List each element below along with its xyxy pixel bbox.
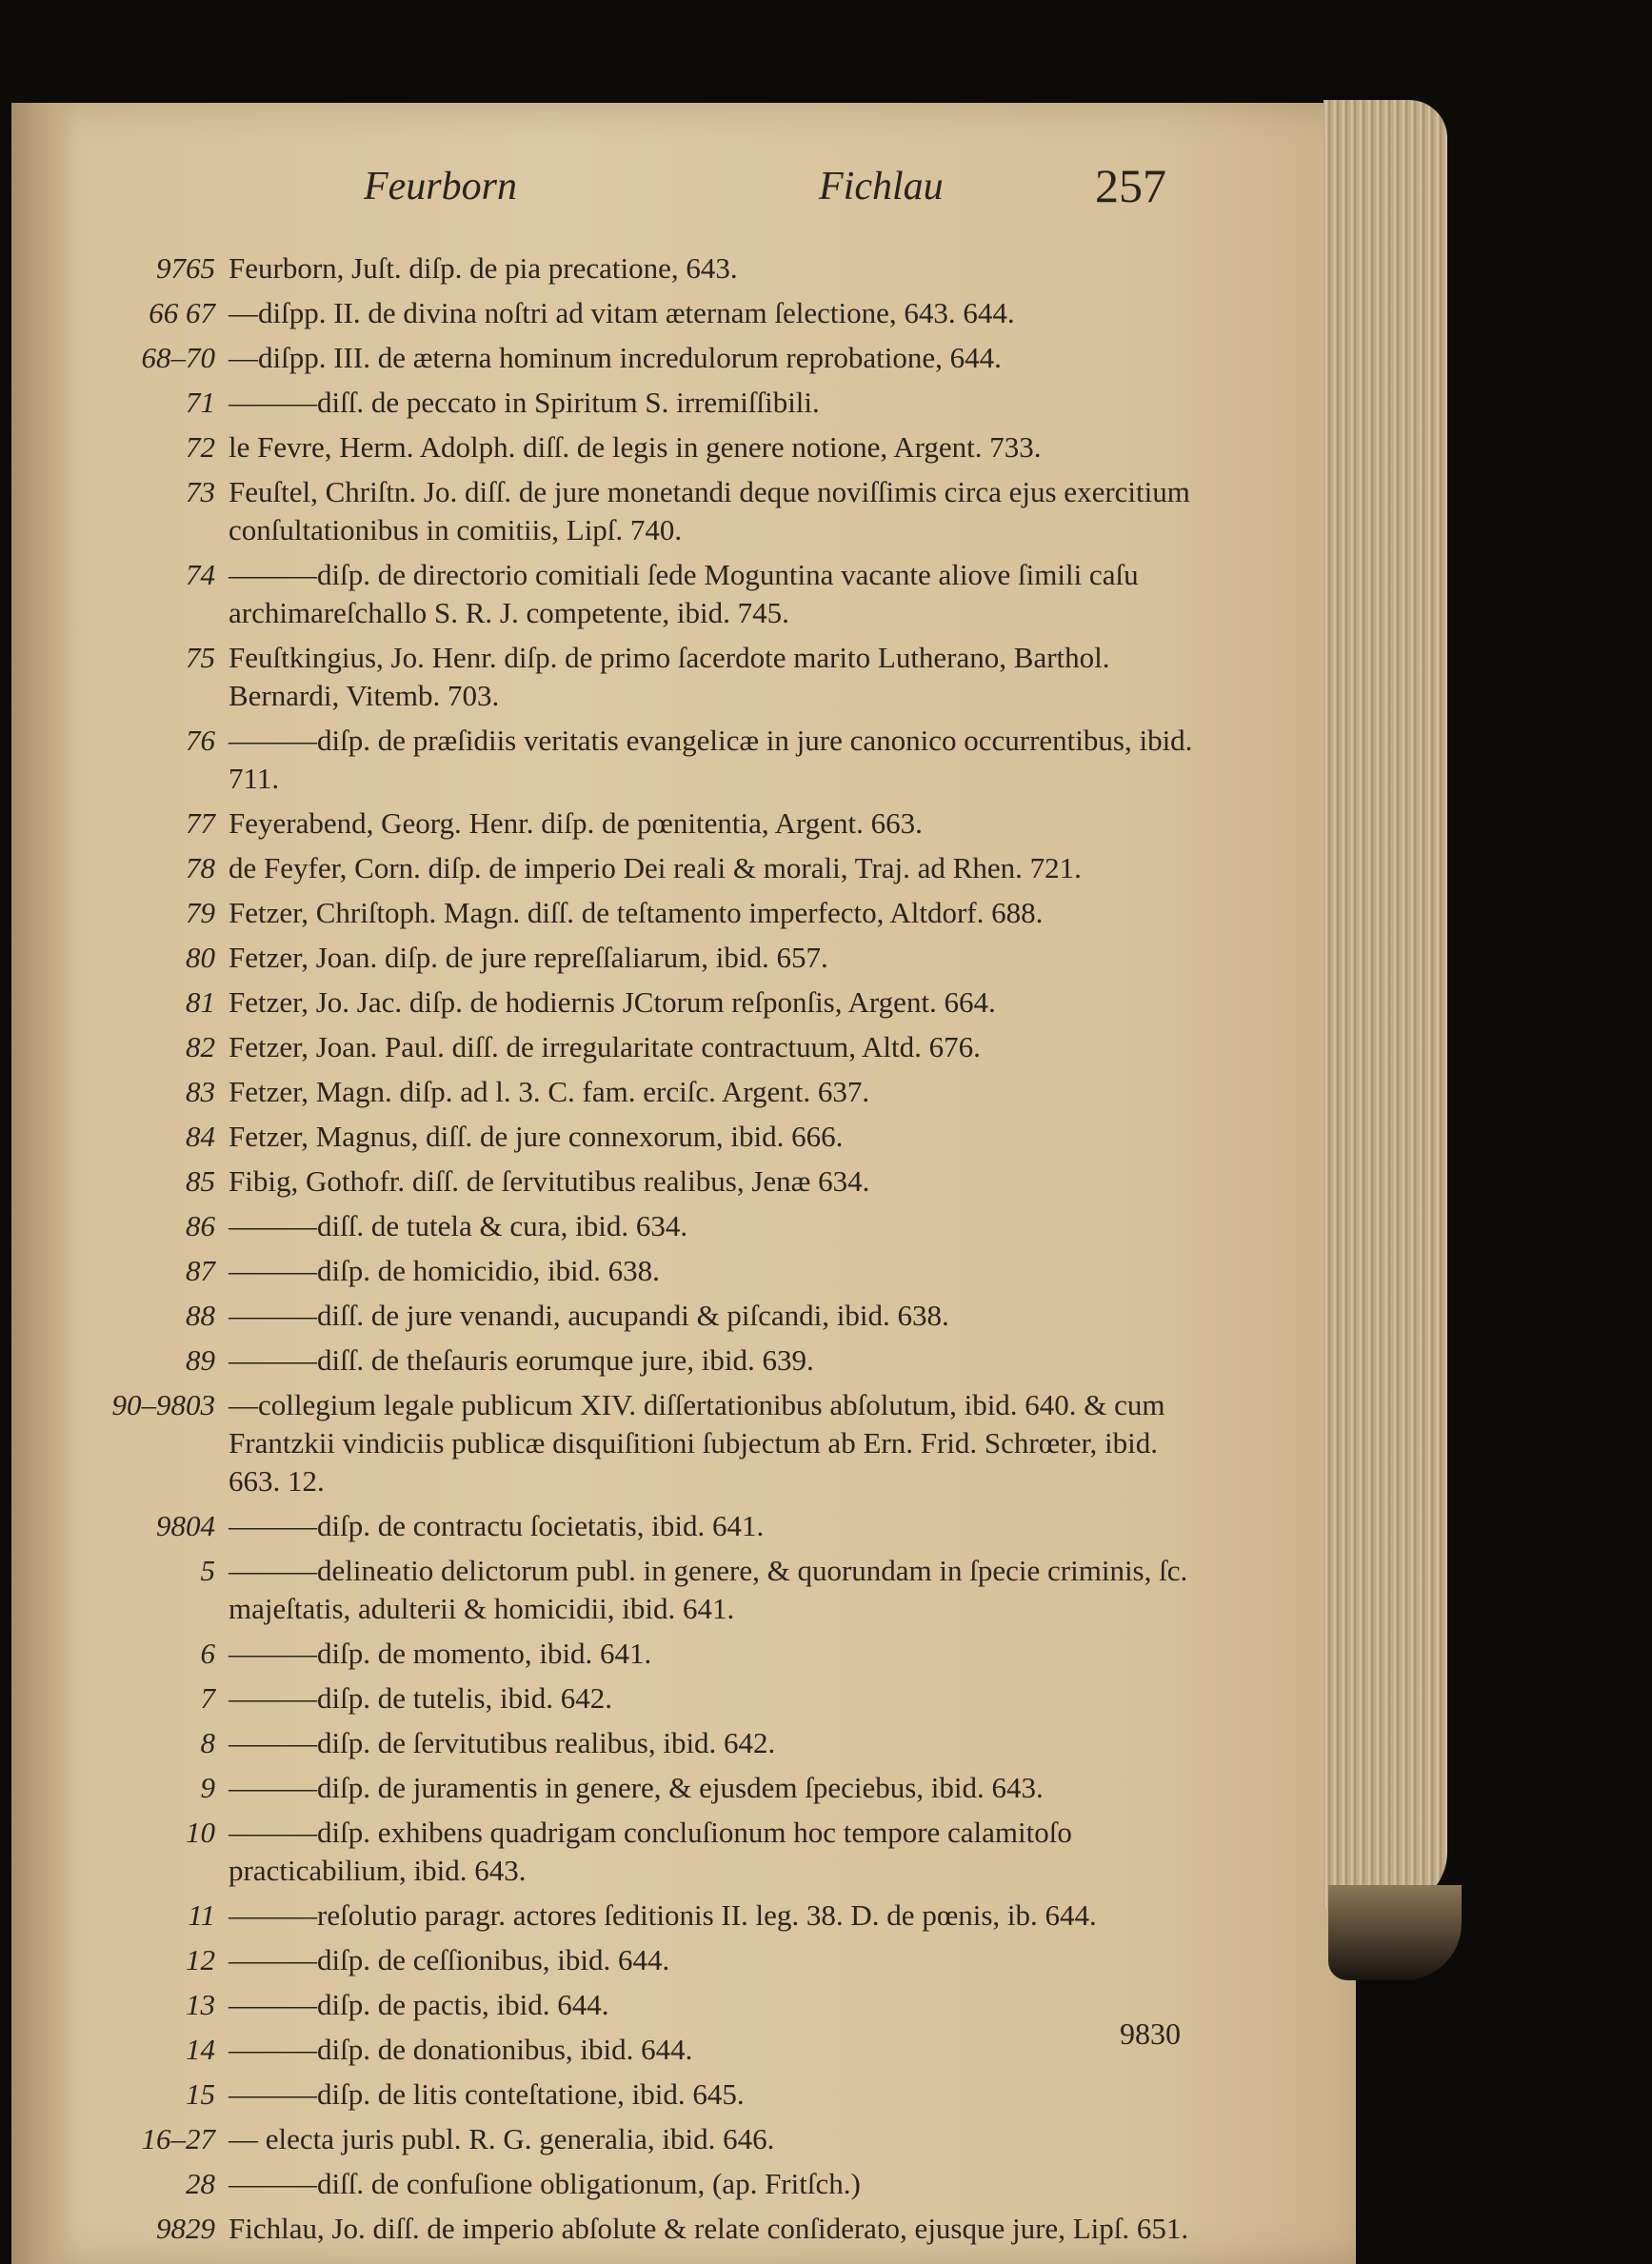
entry-row [0,1679,1333,1718]
entry-number: 11 [188,1898,215,1932]
entry-number: 15 [186,2077,215,2111]
entry-row [0,1028,1333,1066]
entry-number: 71 [186,386,215,419]
entry-text: ———delineatio delictorum publ. in genere, & quorundam in ſpecie criminis, ſc. majeſtatis, adulterii & homicidii, ibid. 641. [229,1554,1188,1625]
entry-number: 12 [186,1943,215,1976]
entry-row [0,249,1333,288]
page-number: 257 [1095,159,1166,212]
entry-text: ———diſſ. de jure venandi, aucupandi & piſcandi, ibid. 638. [229,1299,949,1332]
entry-number: 16–27 [141,2122,215,2155]
entry-number: 90–9803 [111,1388,215,1421]
entry-row [0,849,1333,887]
entry-row [0,722,1333,798]
entry-number: 72 [186,430,215,464]
running-head-center: Fichlau [819,165,944,209]
entry-row [0,2120,1333,2158]
entry-number: 68–70 [141,341,215,374]
entry-row [0,1814,1333,1890]
entry-number: 84 [186,1120,215,1153]
entry-text: ———diſp. de ſervitutibus realibus, ibid. 642. [229,1726,776,1759]
entry-number: 13 [186,1988,215,2021]
entry-row [0,1897,1333,1935]
entry-row [0,1386,1333,1500]
entry-text: Feuſtel, Chriſtn. Jo. diſſ. de jure monetandi deque noviſſimis circa ejus exercitium conſultationibus in comitiis, Lipſ. 740. [229,475,1190,546]
entry-text: ———diſp. de ceſſionibus, ibid. 644. [229,1943,670,1976]
entry-number: 88 [186,1299,215,1332]
entry-number: 89 [186,1343,215,1377]
entry-number: 87 [186,1254,215,1287]
entry-text: ———diſp. de directorio comitiali ſede Moguntina vacante aliove ſimili caſu archimareſchallo S. R. J. competente, ibid. 745. [229,558,1139,629]
entry-row [0,1073,1333,1111]
entry-number: 6 [200,1637,215,1670]
entry-text: ———diſp. de pactis, ibid. 644. [229,1988,609,2021]
entry-row [0,1941,1333,1979]
entry-text: ———diſſ. de confuſione obligationum, (ap. Fritſch.) [229,2167,861,2200]
entry-row [0,983,1333,1022]
entry-text: Fetzer, Joan. Paul. diſſ. de irregularitate contractuum, Altd. 676. [229,1030,981,1063]
entry-text: Feurborn, Juſt. diſp. de pia precatione, 643. [229,251,738,285]
entry-text: Fetzer, Chriſtoph. Magn. diſſ. de teſtamento imperfecto, Altdorf. 688. [229,896,1044,929]
entry-row [0,1635,1333,1673]
entry-number: 9804 [156,1509,215,1542]
entry-number: 76 [186,724,215,757]
entry-number: 78 [186,851,215,884]
entry-number: 82 [186,1030,215,1063]
running-header [0,159,1333,221]
entry-text: ———diſſ. de theſauris eorumque jure, ibid. 639. [229,1343,814,1377]
entry-row [0,939,1333,977]
entry-text: ———reſolutio paragr. actores ſeditionis II. leg. 38. D. de pœnis, ib. 644. [229,1898,1097,1932]
entry-row [0,1341,1333,1380]
catchword: 9830 [1120,2016,1181,2051]
entry-number: 7 [200,1681,215,1715]
entry-text: ———diſp. de donationibus, ibid. 644. [229,2033,693,2066]
entry-row [0,1162,1333,1201]
entry-number: 80 [186,941,215,974]
entry-number: 9829 [156,2212,215,2245]
entry-text: Feyerabend, Georg. Henr. diſp. de pœnitentia, Argent. 663. [229,806,923,840]
entry-number: 5 [200,1554,215,1587]
entry-row [0,1252,1333,1290]
entry-text: ———diſp. exhibens quadrigam concluſionum hoc tempore calamitoſo practicabilium, ibid. 643. [229,1816,1072,1887]
entry-row [0,2075,1333,2114]
entry-number: 75 [186,641,215,674]
entry-number: 86 [186,1209,215,1242]
entry-text: — electa juris publ. R. G. generalia, ibid. 646. [229,2122,775,2155]
entry-row [0,804,1333,843]
entry-text: Fetzer, Joan. diſp. de jure repreſſaliarum, ibid. 657. [229,941,828,974]
entry-row [0,1552,1333,1628]
entry-text: le Fevre, Herm. Adolph. diſſ. de legis in genere notione, Argent. 733. [229,430,1042,464]
bibliography-entries [0,249,1333,2254]
entry-row [0,639,1333,715]
entry-number: 81 [186,985,215,1019]
entry-number: 77 [186,806,215,840]
entry-number: 74 [186,558,215,591]
entry-text: —diſpp. III. de æterna hominum incredulorum reprobatione, 644. [229,341,1002,374]
entry-number: 14 [186,2033,215,2066]
entry-text: Feuſtkingius, Jo. Henr. diſp. de primo ſacerdote marito Lutherano, Barthol. Bernardi, Vitemb. 703. [229,641,1110,712]
entry-text: ———diſp. de contractu ſocietatis, ibid. 641. [229,1509,765,1542]
entry-text: ———diſſ. de tutela & cura, ibid. 634. [229,1209,688,1242]
entry-row [0,1507,1333,1545]
entry-row [0,2165,1333,2203]
entry-row [0,1724,1333,1762]
entry-text: ———diſp. de præſidiis veritatis evangelicæ in jure canonico occurrentibus, ibid. 711. [229,724,1193,795]
entry-row [0,1297,1333,1335]
entry-number: 73 [186,475,215,508]
entry-text: Fetzer, Jo. Jac. diſp. de hodiernis JCtorum reſponſis, Argent. 664. [229,985,996,1019]
entry-text: Fichlau, Jo. diſſ. de imperio abſolute & relate conſiderato, ejusque jure, Lipſ. 651. [229,2212,1189,2245]
entry-row [0,339,1333,377]
entry-number: 9765 [156,251,215,285]
entry-text: —diſpp. II. de divina noſtri ad vitam æternam ſelectione, 643. 644. [229,296,1015,329]
entry-text: —collegium legale publicum XIV. diſſertationibus abſolutum, ibid. 640. & cum Frantzkii vindiciis publicæ disquiſitioni ſubjectum ab Ern. Frid. Schrœter, ibid. 663. 12. [229,1388,1165,1498]
entry-number: 83 [186,1075,215,1108]
entry-row [0,428,1333,467]
entry-number: 79 [186,896,215,929]
entry-text: Fetzer, Magnus, diſſ. de jure connexorum, ibid. 666. [229,1120,844,1153]
entry-text: ———diſp. de homicidio, ibid. 638. [229,1254,660,1287]
entry-row [0,1207,1333,1245]
entry-row [0,1118,1333,1156]
book-edge-shadow [1328,1885,1462,1980]
entry-row [0,556,1333,632]
entry-number: 9 [200,1771,215,1804]
entry-text: ———diſſ. de peccato in Spiritum S. irremiſſibili. [229,386,820,419]
entry-row [0,2210,1333,2248]
entry-row [0,384,1333,422]
entry-number: 85 [186,1164,215,1198]
entry-row [0,294,1333,332]
entry-text: ———diſp. de litis conteſtatione, ibid. 645. [229,2077,745,2111]
entry-row [0,1769,1333,1807]
entry-row [0,473,1333,549]
entry-number: 28 [186,2167,215,2200]
entry-number: 8 [200,1726,215,1759]
entry-text: ———diſp. de momento, ibid. 641. [229,1637,652,1670]
entry-text: de Feyfer, Corn. diſp. de imperio Dei reali & morali, Traj. ad Rhen. 721. [229,851,1082,884]
running-head-left: Feurborn [364,165,517,209]
entry-text: ———diſp. de juramentis in genere, & ejusdem ſpeciebus, ibid. 643. [229,1771,1044,1804]
entry-text: ———diſp. de tutelis, ibid. 642. [229,1681,612,1715]
book-page-edges [1324,100,1447,1909]
entry-text: Fetzer, Magn. diſp. ad l. 3. C. fam. erciſc. Argent. 637. [229,1075,870,1108]
entry-text: Fibig, Gothofr. diſſ. de ſervitutibus realibus, Jenæ 634. [229,1164,870,1198]
entry-number: 66 67 [149,296,215,329]
entry-number: 10 [186,1816,215,1849]
entry-row [0,894,1333,932]
